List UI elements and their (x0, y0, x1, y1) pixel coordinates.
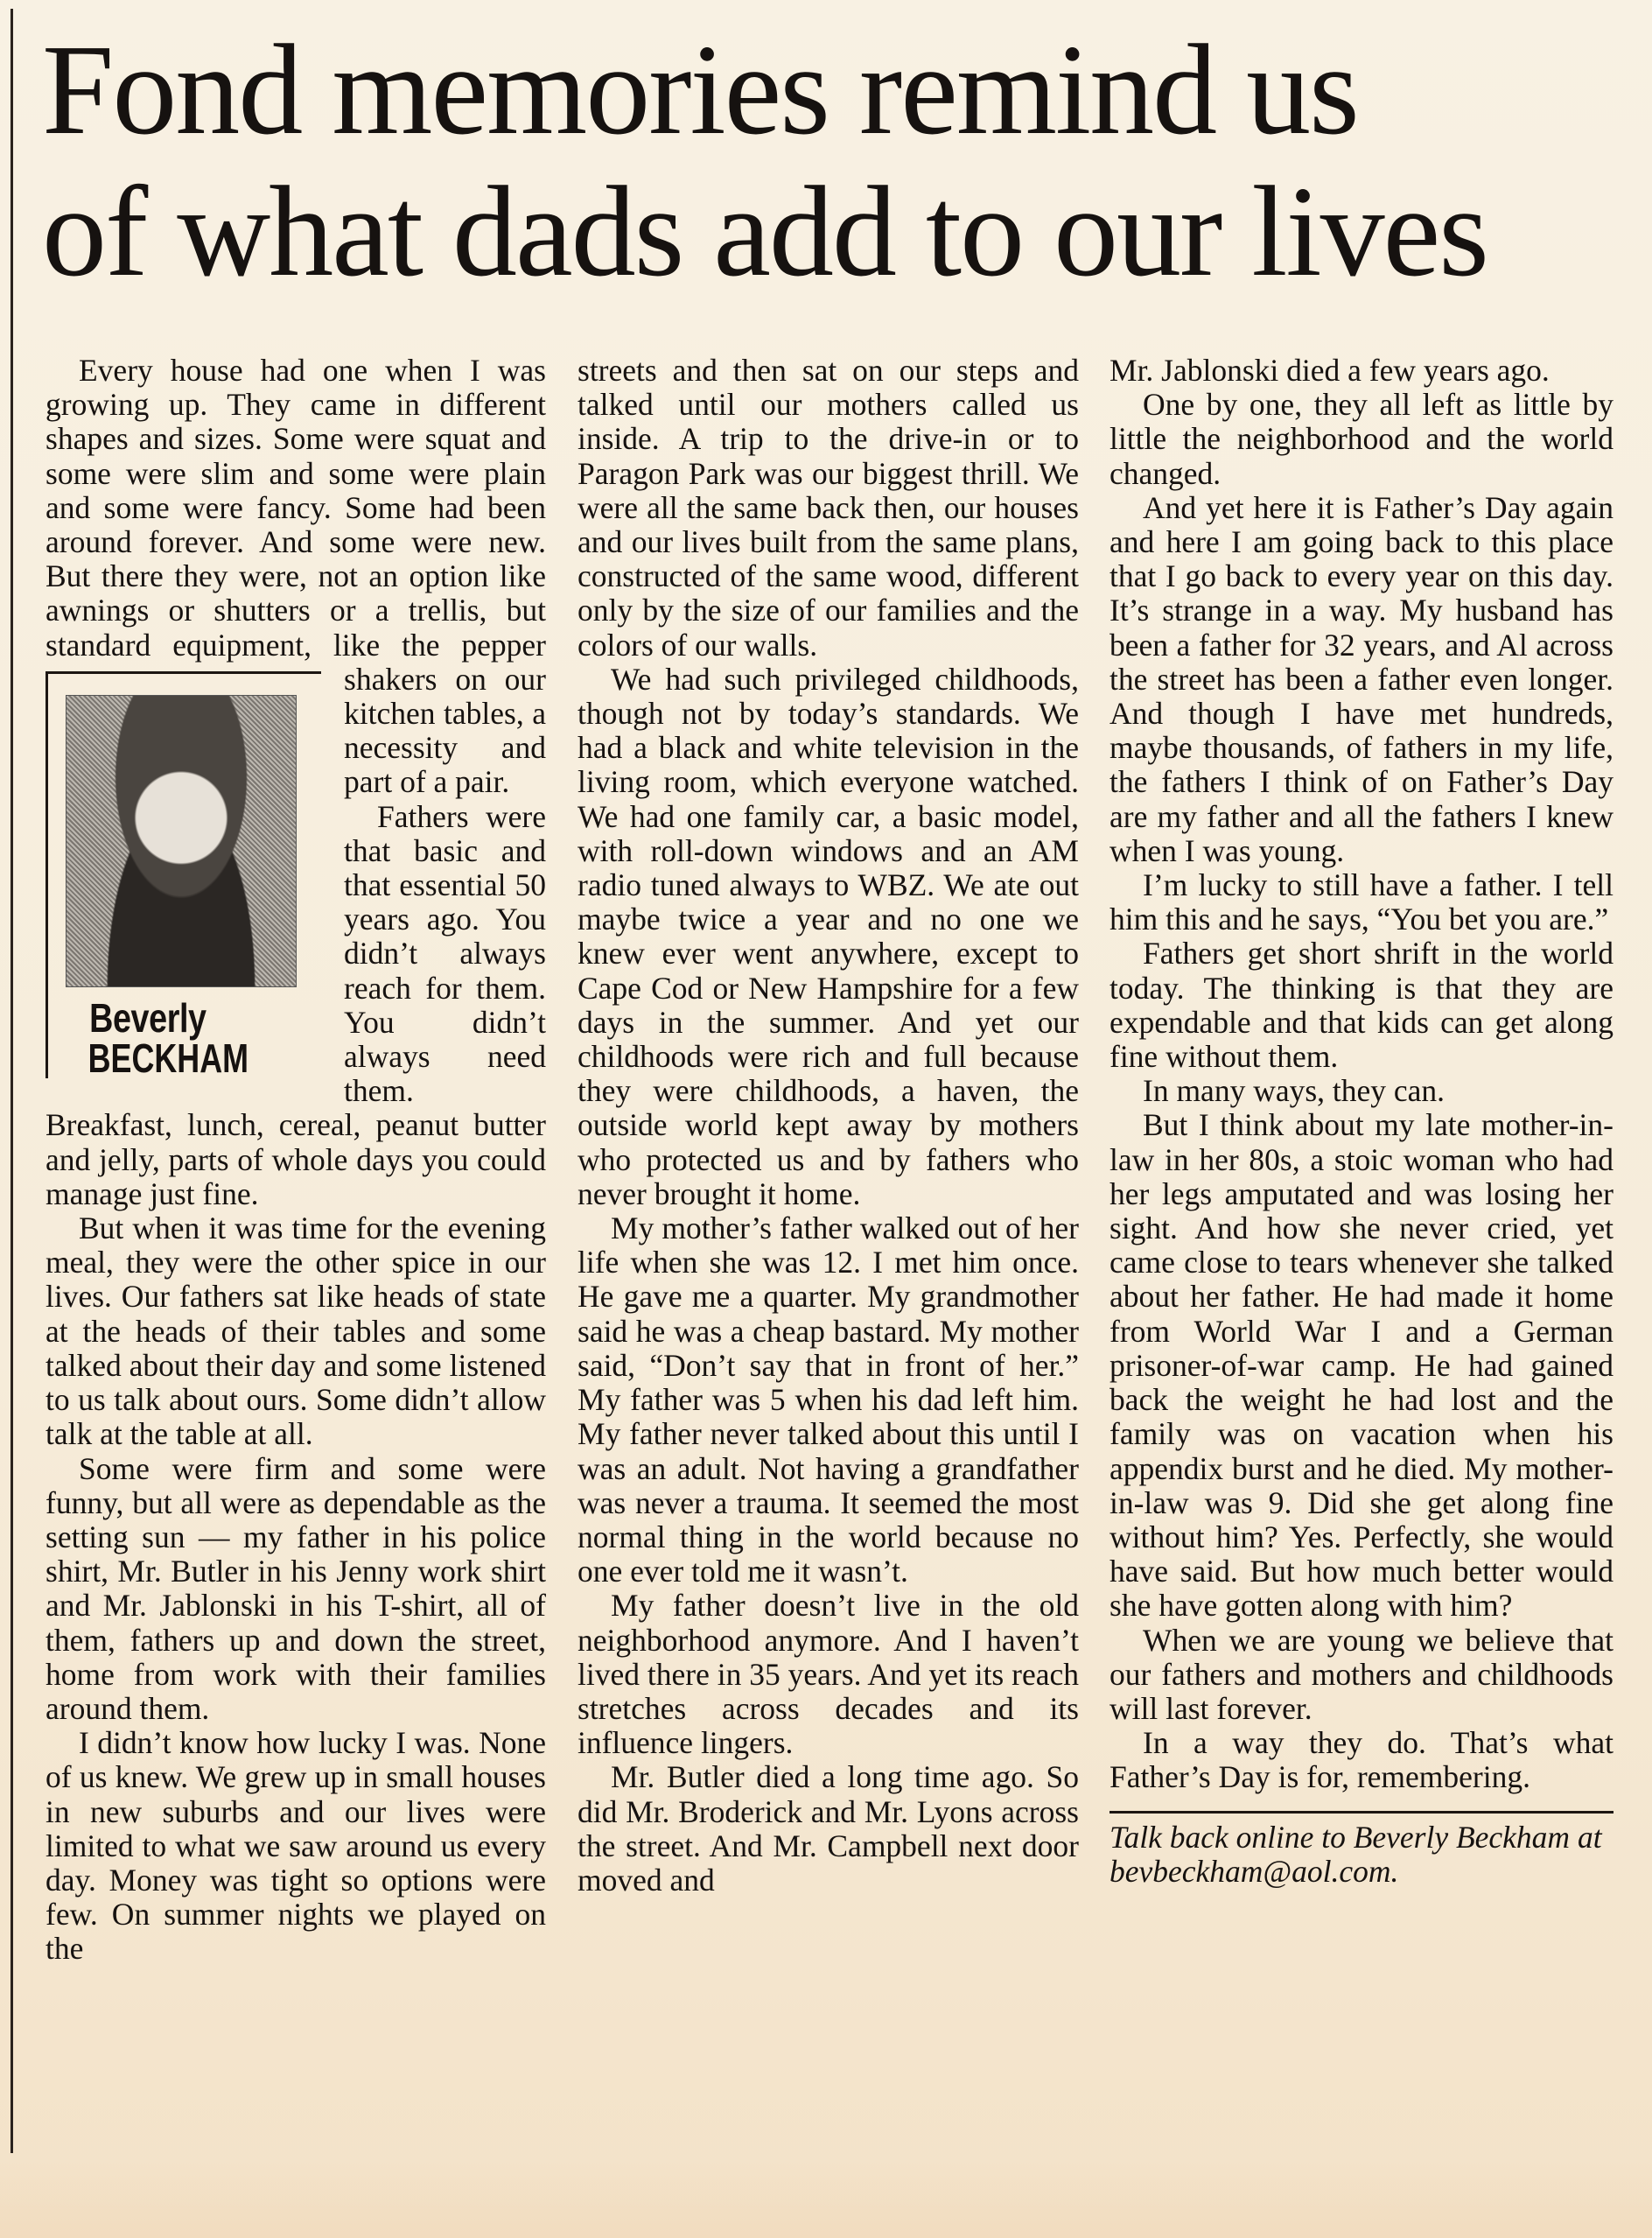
clipping-edge (10, 9, 13, 2153)
headline (42, 19, 1617, 303)
paragraph: Fathers were that basic and that essential 50 years ago. You didn’t always reach for them. You didn’t always need them. Breakfast, lunch, cereal, peanut butter and jelly, parts of whole days you could manage just fine. (46, 798, 546, 1211)
paragraph: I’m lucky to still have a father. I tell him this and he says, “You bet you are.” (1110, 867, 1614, 937)
paragraph: We had such privileged childhoods, though not by today’s standards. We had a black and white television in the living room, which everyone watched. We had one family car, a basic model, with roll-down windows and an AM radio tuned always to WBZ. We ate out maybe twice a year and no one we knew ever went anywhere, except to Cape Cod or New Hampshire for a few days in the summer. And yet our childhoods were rich and full because they were childhoods, a haven, the outside world kept away by mothers who protected us and by fathers who never brought it home. (578, 661, 1079, 1211)
paragraph-text: like the pepper shakers on our kitchen tables, a necessity and part of a pair. (332, 627, 546, 800)
paragraph: Fathers get short shrift in the world today. The thinking is that they are expendable and that kids can get along fine without them. (1110, 936, 1614, 1075)
paragraph: My mother’s father walked out of her life when she was 12. I met him once. He gave me a quarter. My grandmother said he was a cheap bastard. My mother said, “Don’t say that in front of her.” My father was 5 when his dad left him. My father never talked about this until I was an adult. Not having a grandfather was never a trauma. It seemed the most normal thing in the world because no one ever told me it wasn’t. (578, 1210, 1079, 1589)
column-1 (46, 354, 546, 1967)
paragraph: In many ways, they can. (1143, 1073, 1446, 1109)
paragraph: Mr. Jablonski died a few years ago. (1110, 353, 1550, 388)
paragraph: But when it was time for the evening meal, they were the other spice in our lives. Our fathers sat like heads of state at the heads of their tables and some talked about their day and some listened to us talk about ours. Some didn’t allow talk at the table at all. (46, 1210, 546, 1452)
paragraph: My father doesn’t live in the old neighborhood anymore. And I haven’t lived there in 35 years. And yet its reach stretches across decades and its influence lingers. (578, 1588, 1079, 1761)
byline-last-name: BECKHAM (88, 1035, 249, 1081)
paragraph: And yet here it is Father’s Day again and here I am going back to this place that I go back to every year on this day. It’s strange in a way. My husband has been a father for 32 years, and Al across the street has been a father even longer. And though I have met hundreds, maybe thousands, of fathers in my life, the fathers I think of on Father’s Day are my father and all the fathers I knew when I was young. (1110, 489, 1614, 868)
paragraph: Mr. Butler died a long time ago. So did Mr. Broderick and Mr. Lyons across the street. And Mr. Campbell next door moved and (578, 1759, 1079, 1898)
paper-stain (0, 2162, 1652, 2238)
paragraph: streets and then sat on our steps and talked until our mothers called us inside. A trip to the drive-in or to Paragon Park was our biggest thrill. We were all the same back then, our houses and our lives built from the same plans, constructed of the same wood, different only by the size of our families and the colors of our walls. (578, 353, 1079, 663)
paragraph-text: Every house had one when I was growing up. They came in different shapes and sizes. Some were squat and some were slim and some were plain and some were fancy. Some had been around forever. And some were new. But there they were, not an option like awnings or shutters or a trellis, but standard equipment, (46, 353, 546, 663)
column-3 (1110, 354, 1614, 1889)
byline-first-name: Beverly (89, 994, 206, 1041)
tagline-rule (1110, 1811, 1614, 1814)
column-2 (578, 354, 1079, 1898)
author-photo (66, 695, 297, 987)
headline-line-1: Fond memories remind us (42, 18, 1358, 162)
paragraph: One by one, they all left as little by little the neighborhood and the world changed. (1110, 387, 1614, 491)
paragraph: I didn’t know how lucky I was. None of us knew. We grew up in small houses in new suburbs and our lives were limited to what we saw around us every day. Money was tight so options were few. On summer nights we played on the (46, 1725, 546, 1967)
paragraph: In a way they do. That’s what Father’s Day is for, remembering. (1110, 1725, 1614, 1795)
paragraph: But I think about my late mother-in-law in her 80s, a stoic woman who had her legs amputated and was losing her sight. And how she never cried, yet came close to tears whenever she talked about her father. He had made it home from World War I and a German prisoner-of-war camp. He had gained back the weight he had lost and the family was on vacation when his appendix burst and he died. My mother-in-law was 9. Did she get along fine without him? Yes. Perfectly, she would have said. But how much better would she have gotten along with him? (1110, 1107, 1614, 1624)
byline-box (46, 671, 321, 1081)
author-tagline: Talk back online to Beverly Beckham at bevbeckham@aol.com. (1110, 1819, 1602, 1889)
paragraph: When we are young we believe that our fathers and mothers and childhoods will last forever. (1110, 1622, 1614, 1726)
paragraph: Some were firm and some were funny, but all were as dependable as the setting sun — my father in his police shirt, Mr. Butler in his Jenny work shirt and Mr. Jablonski in his T-shirt, all of them, fathers up and down the street, home from work with their families around them. (46, 1450, 546, 1726)
headline-line-2: of what dads add to our lives (42, 160, 1488, 304)
